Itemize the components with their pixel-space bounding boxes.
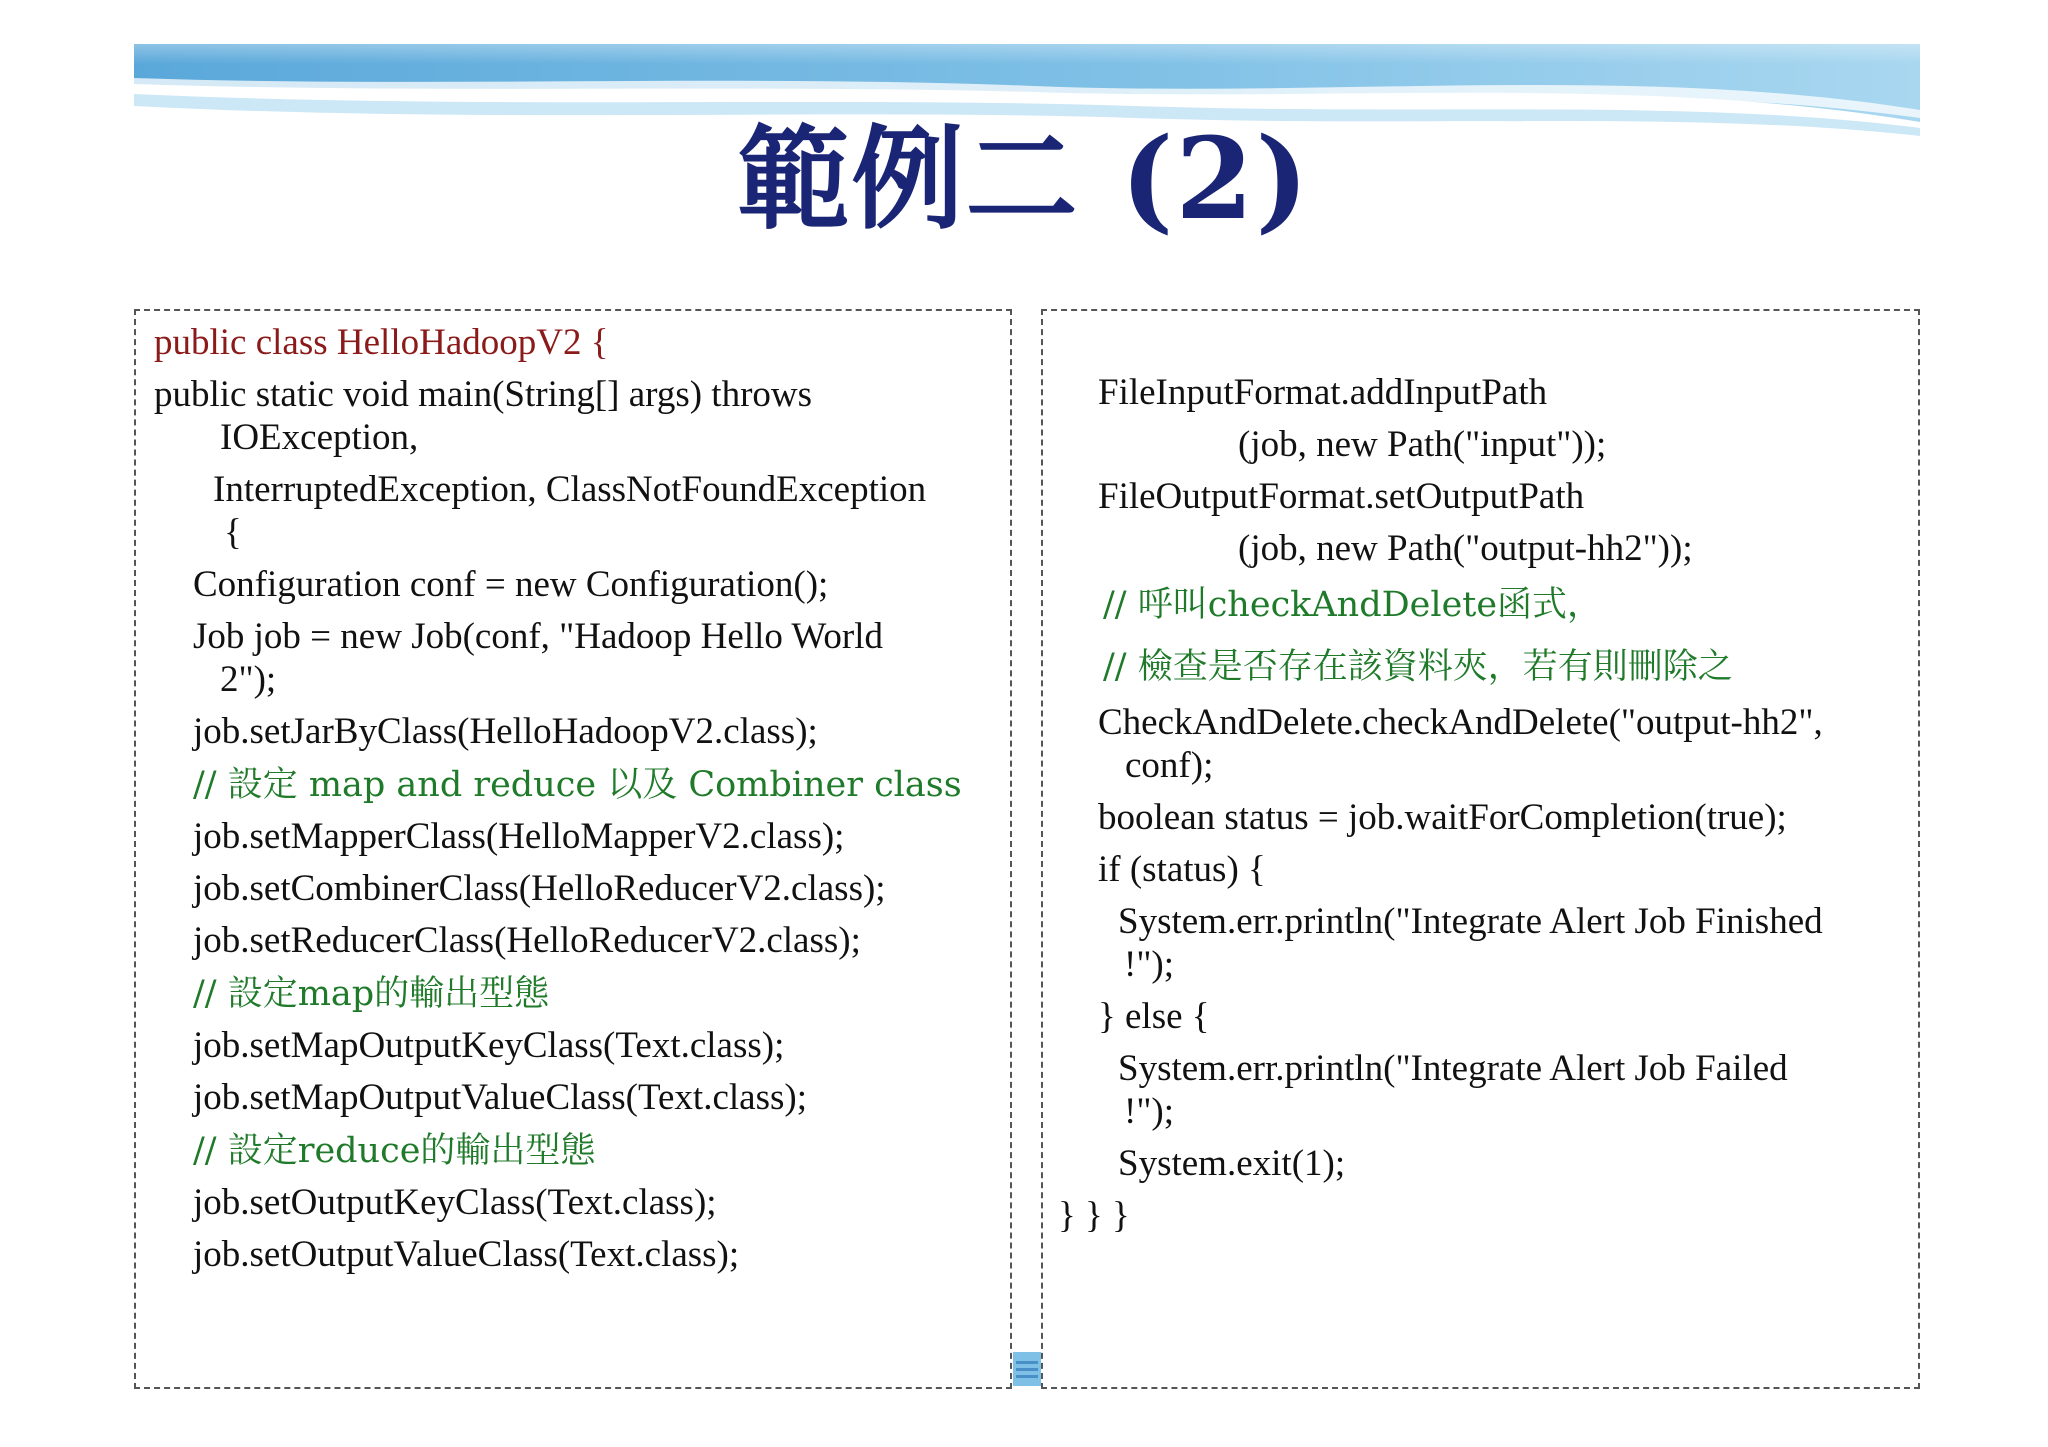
code-line: CheckAndDelete.checkAndDelete("output-hh2",	[1098, 702, 1823, 743]
code-line: 2");	[220, 659, 277, 700]
code-comment: // 設定reduce的輸出型態	[193, 1131, 596, 1171]
code-line: !");	[1124, 1091, 1175, 1132]
code-line: } } }	[1058, 1195, 1130, 1236]
code-comment: // 呼叫checkAndDelete函式，	[1103, 585, 1603, 625]
code-line: System.exit(1);	[1118, 1143, 1346, 1184]
code-line: boolean status = job.waitForCompletion(true);	[1098, 797, 1787, 838]
code-line: (job, new Path("output-hh2"));	[1238, 528, 1693, 569]
code-line: Configuration conf = new Configuration();	[193, 564, 829, 605]
code-line: if (status) {	[1098, 849, 1266, 890]
code-line: System.err.println("Integrate Alert Job Failed	[1118, 1048, 1788, 1089]
code-line: {	[224, 512, 242, 553]
code-line: job.setOutputKeyClass(Text.class);	[193, 1182, 717, 1223]
code-line: } else {	[1098, 996, 1210, 1037]
code-comment: // 設定 map and reduce 以及 Combiner class	[193, 765, 962, 805]
code-comment: // 設定map的輸出型態	[193, 974, 550, 1014]
code-line: conf);	[1125, 745, 1214, 786]
code-line: job.setJarByClass(HelloHadoopV2.class);	[193, 711, 818, 752]
code-line: job.setReducerClass(HelloReducerV2.class);	[193, 920, 861, 961]
code-line: public static void main(String[] args) throws	[154, 374, 813, 415]
code-line: job.setMapOutputValueClass(Text.class);	[193, 1077, 807, 1118]
code-line-class-decl: public class HelloHadoopV2 {	[154, 322, 609, 363]
code-line: job.setMapOutputKeyClass(Text.class);	[193, 1025, 785, 1066]
code-line: (job, new Path("input"));	[1238, 424, 1607, 465]
code-line: job.setMapperClass(HelloMapperV2.class);	[193, 816, 845, 857]
code-line: Job job = new Job(conf, "Hadoop Hello World	[193, 616, 883, 657]
code-line: System.err.println("Integrate Alert Job Finished	[1118, 901, 1823, 942]
slide-title: 範例二 (2)	[737, 114, 1311, 245]
code-line: IOException,	[220, 417, 419, 458]
resize-handle-icon	[1013, 1352, 1041, 1386]
code-line: !");	[1124, 944, 1175, 985]
code-line: InterruptedException, ClassNotFoundException	[213, 469, 927, 510]
code-line: job.setOutputValueClass(Text.class);	[193, 1234, 740, 1275]
code-line: job.setCombinerClass(HelloReducerV2.class);	[193, 868, 886, 909]
code-comment: // 檢查是否存在該資料夾，若有則刪除之	[1103, 647, 1733, 687]
code-line: FileInputFormat.addInputPath	[1098, 372, 1548, 413]
code-line: FileOutputFormat.setOutputPath	[1098, 476, 1585, 517]
